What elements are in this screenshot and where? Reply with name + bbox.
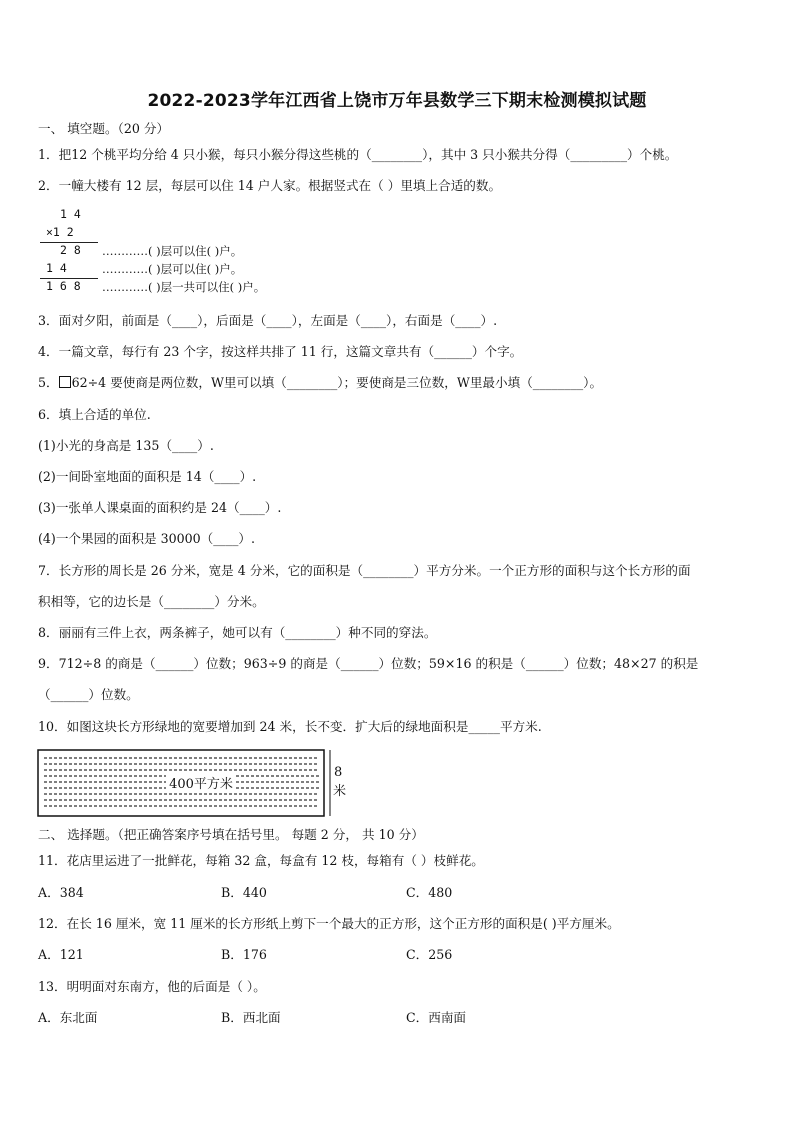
blank-square-icon <box>59 376 71 388</box>
question-9-line-2: （______）位数。 <box>38 687 139 702</box>
calc-annotation-3: …………( )层一共可以住( )户。 <box>102 280 266 294</box>
question-7-line-1: 7．长方形的周长是 26 分米，宽是 4 分米，它的面积是（________）平方分米。一个正方形的面积与这个长方形的面 <box>38 563 691 578</box>
question-3: 3．面对夕阳，前面是（____），后面是（____），左面是（____），右面是（____）. <box>38 313 498 328</box>
width-label-number: 8 <box>334 765 343 780</box>
question-13-option-b: B．西北面 <box>221 1010 281 1025</box>
calc-annotation-1: …………( )层可以住( )户。 <box>102 244 243 258</box>
calc-multiplier: ×1 2 <box>46 225 74 239</box>
section2-heading: 二、 选择题。（把正确答案序号填在括号里。 每题 2 分， 共 10 分） <box>38 827 424 842</box>
question-9-line-1: 9．712÷8 的商是（______）位数；963÷9 的商是（______）位数；59×16 的积是（______）位数；48×27 的积是 <box>38 656 699 671</box>
question-11-option-c: C．480 <box>406 885 453 900</box>
question-12-option-b: B．176 <box>221 947 267 962</box>
question-6-4: (4)一个果园的面积是 30000（____）. <box>38 531 256 546</box>
calc-partial-1: 2 8 <box>60 243 81 257</box>
question-13-option-c: C．西南面 <box>406 1010 467 1025</box>
question-5-text: 62÷4 要使商是两位数，W里可以填（________）；要使商是三位数，W里最小填（________）。 <box>71 375 603 390</box>
question-2: 2．一幢大楼有 12 层，每层可以住 14 户人家。根据竖式在（ ）里填上合适的数。 <box>38 178 502 193</box>
calc-annotation-2: …………( )层可以住( )户。 <box>102 262 243 276</box>
calc-partial-2: 1 4 <box>46 261 67 275</box>
question-12-option-c: C．256 <box>406 947 453 962</box>
question-6-1: (1)小光的身高是 135（____）. <box>38 438 214 453</box>
question-11-option-a: A．384 <box>38 885 84 900</box>
question-5-number: 5． <box>38 375 59 390</box>
question-6: 6．填上合适的单位. <box>38 407 151 422</box>
question-4: 4．一篇文章，每行有 23 个字，按这样共排了 11 行，这篇文章共有（______）个字。 <box>38 344 523 359</box>
question-8: 8．丽丽有三件上衣，两条裤子，她可以有（________）种不同的穿法。 <box>38 625 437 640</box>
area-label: 400平方米 <box>169 777 233 792</box>
question-1: 1．把12 个桃平均分给 4 只小猴，每只小猴分得这些桃的（________），其中 3 只小猴共分得（_________）个桃。 <box>38 147 678 162</box>
width-label-unit: 米 <box>333 784 347 799</box>
question-13: 13．明明面对东南方，他的后面是（ ）。 <box>38 979 266 994</box>
section1-heading: 一、 填空题。（20 分） <box>38 121 170 136</box>
question-12-option-a: A．121 <box>38 947 84 962</box>
green-area-rectangle-figure <box>36 746 356 820</box>
question-13-option-a: A．东北面 <box>38 1010 98 1025</box>
calc-multiplicand: 1 4 <box>60 207 81 221</box>
question-6-3: (3)一张单人课桌面的面积约是 24（____）. <box>38 500 282 515</box>
question-11: 11．花店里运进了一批鲜花，每箱 32 盒，每盒有 12 枝，每箱有（ ）枝鲜花。 <box>38 853 484 868</box>
question-11-option-b: B．440 <box>221 885 267 900</box>
question-12: 12．在长 16 厘米，宽 11 厘米的长方形纸上剪下一个最大的正方形，这个正方形的面积是( )平方厘米。 <box>38 916 620 931</box>
question-5 <box>38 375 602 391</box>
question-10: 10．如图这块长方形绿地的宽要增加到 24 米，长不变．扩大后的绿地面积是_____平方米. <box>38 719 542 734</box>
question-6-2: (2)一间卧室地面的面积是 14（____）. <box>38 469 257 484</box>
question-7-line-2: 积相等，它的边长是（________）分米。 <box>38 594 265 609</box>
page-title: 2022-2023学年江西省上饶市万年县数学三下期末检测模拟试题 <box>147 91 647 111</box>
calc-product: 1 6 8 <box>46 279 81 293</box>
